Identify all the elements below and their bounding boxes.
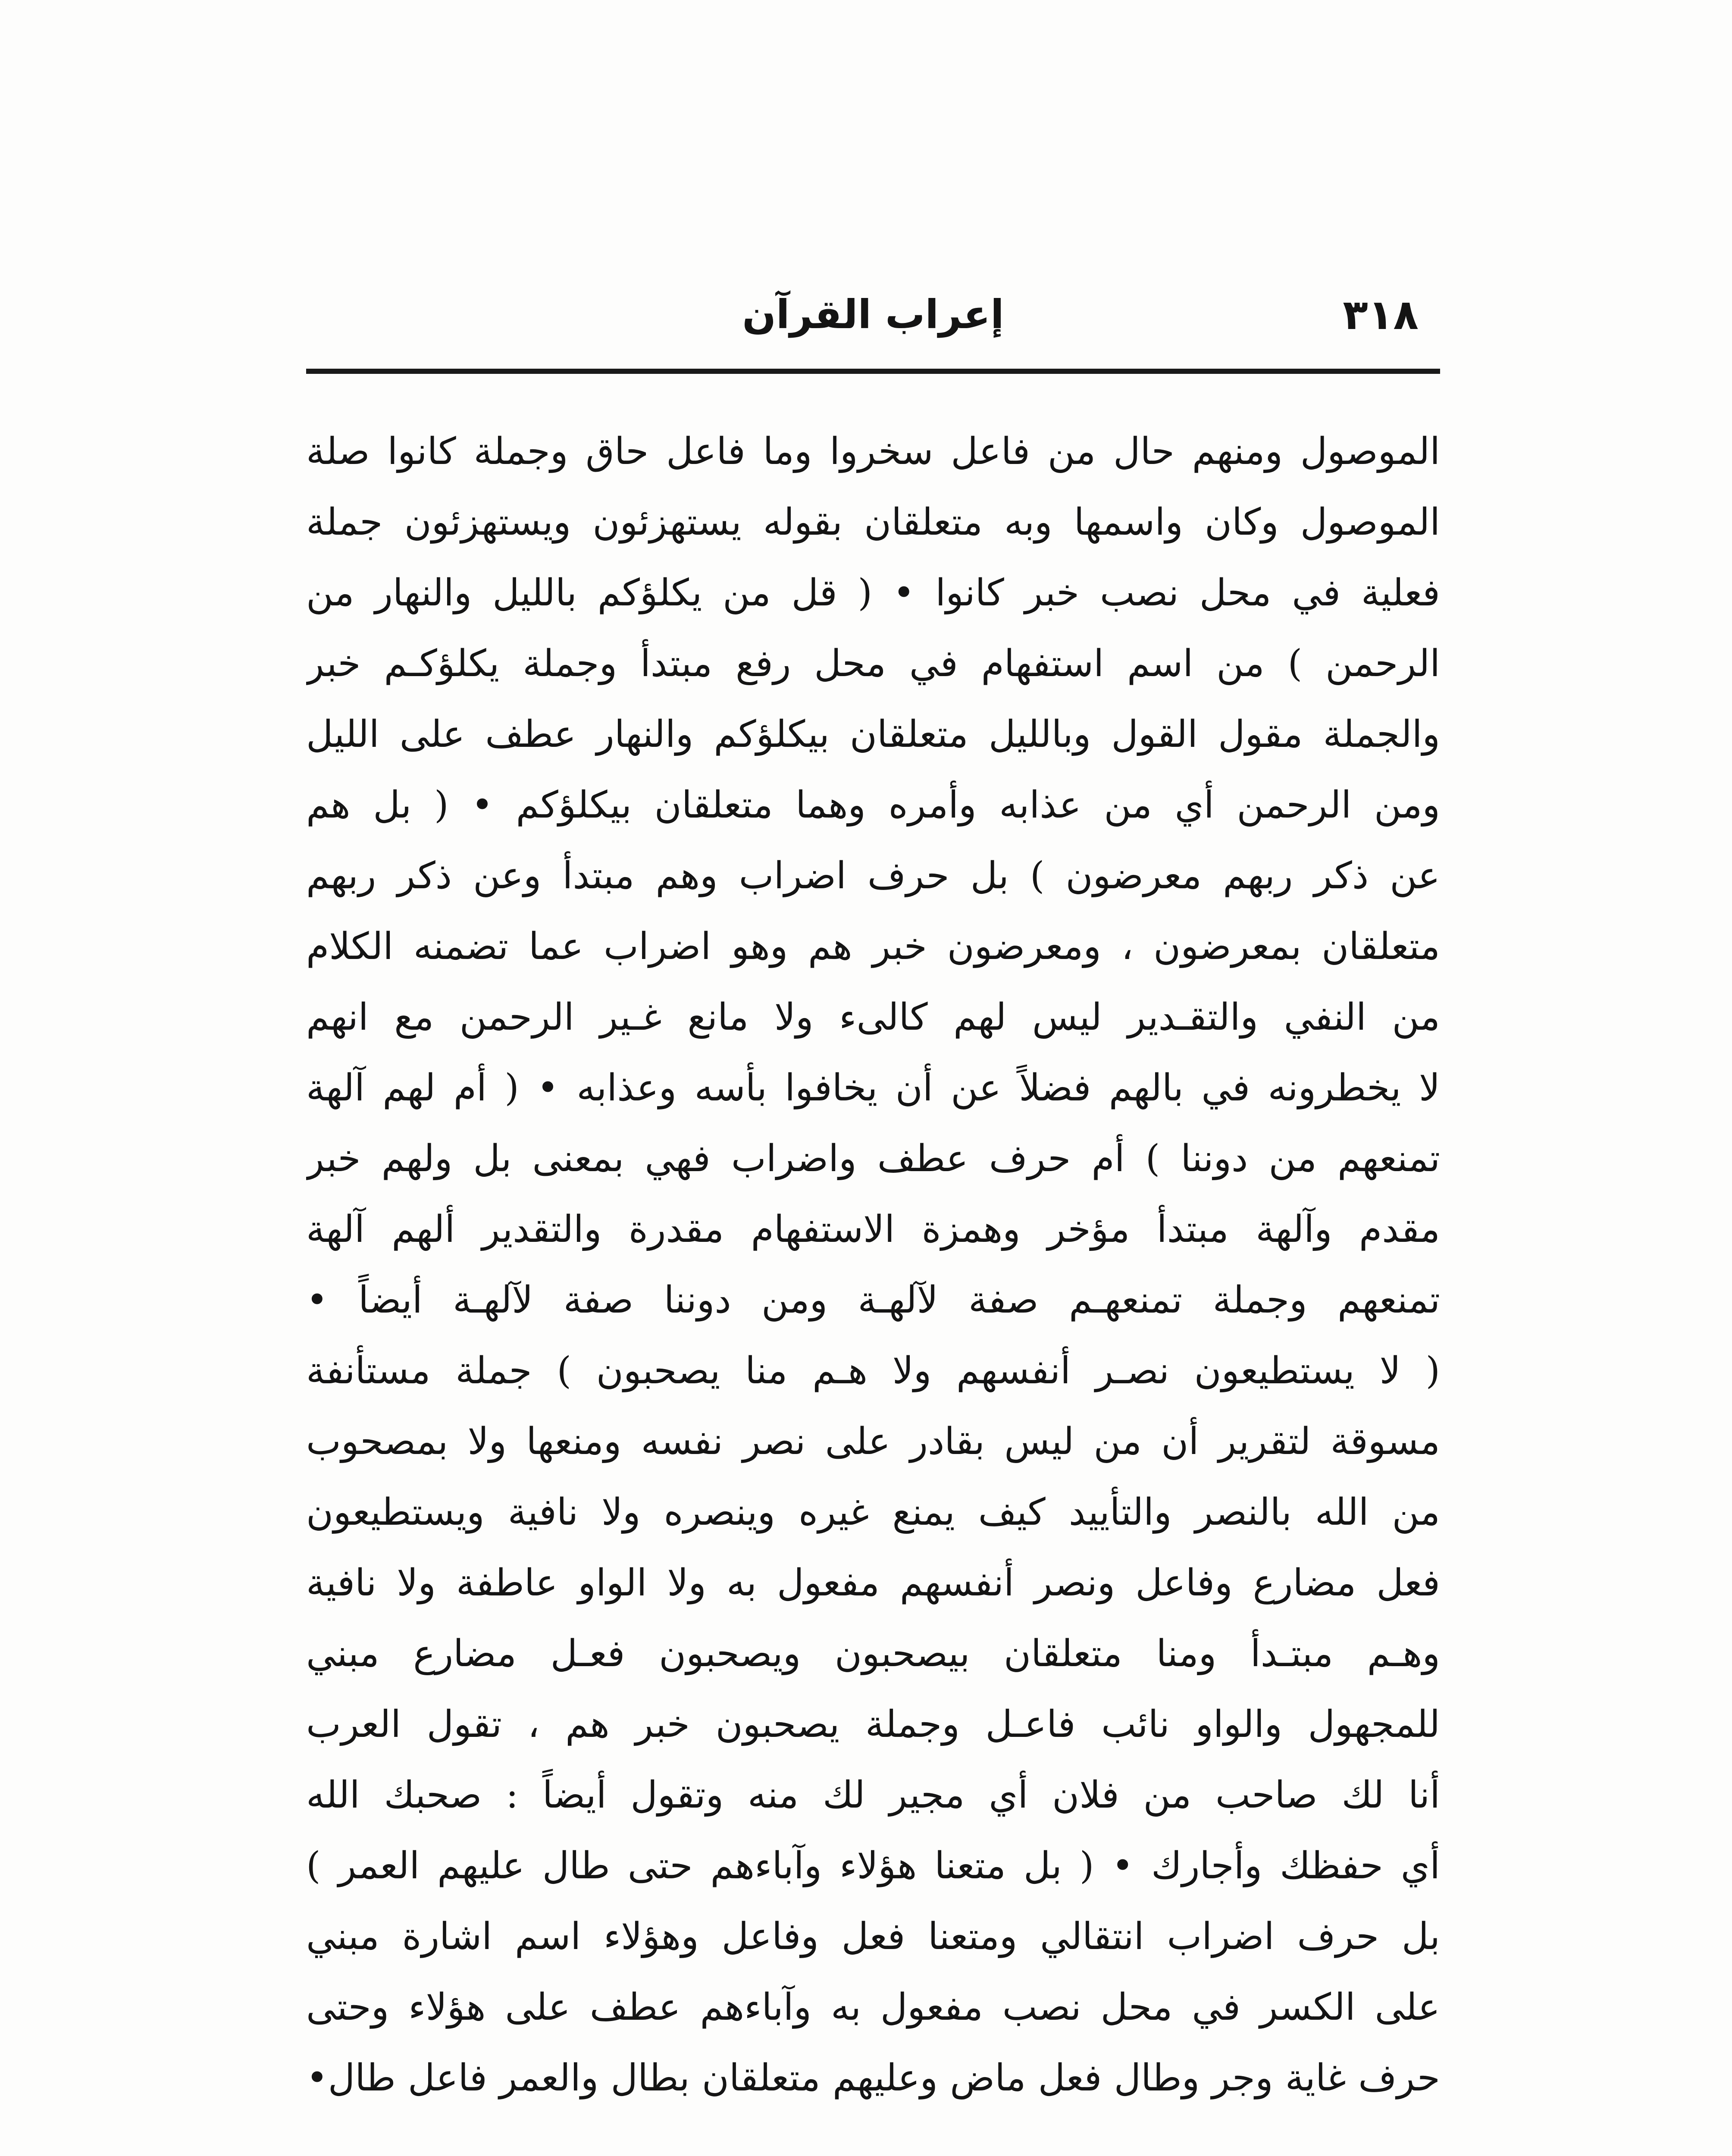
text-line: على الكسر في محل نصب مفعول به وآباءهم عطف على هؤلاء وحتى [306, 1986, 1440, 2029]
text-line: الرحمن ) من اسم استفهام في محل رفع مبتدأ وجملة يكلؤكـم خبر [306, 642, 1440, 685]
header-rule [306, 369, 1440, 374]
text-line: من الله بالنصر والتأييد كيف يمنع غيره وينصره ولا نافية ويستطيعون [306, 1491, 1440, 1534]
text-line: أي حفظك وأجارك • ( بل متعنا هؤلاء وآباءهم حتى طال عليهم العمر ) [306, 1844, 1440, 1887]
text-line: عن ذكر ربهم معرضون ) بل حرف اضراب وهم مبتدأ وعن ذكر ربهم [306, 854, 1440, 897]
text-line: تمنعهم من دوننا ) أم حرف عطف واضراب فهي بمعنى بل ولهم خبر [306, 1137, 1440, 1180]
text-line: الموصول وكان واسمها وبه متعلقان بقوله يستهزئون ويستهزئون جملة [306, 501, 1440, 544]
text-line: فعلية في محل نصب خبر كانوا • ( قل من يكلؤكم بالليل والنهار من [306, 571, 1440, 614]
body-text [306, 416, 1440, 2156]
text-line: للمجهول والواو نائب فاعـل وجملة يصحبون خبر هم ، تقول العرب [306, 1703, 1440, 1746]
text-line: تمنعهم وجملة تمنعهـم صفة لآلهـة ومن دوننا صفة لآلهـة أيضاً • [306, 1279, 1440, 1322]
text-line: من النفي والتقـدير ليس لهم كالىء ولا مانع غـير الرحمن مع انهم [306, 996, 1440, 1039]
text-line: مسوقة لتقرير أن من ليس بقادر على نصر نفسه ومنعها ولا بمصحوب [306, 1420, 1440, 1463]
text-line: حرف غاية وجر وطال فعل ماض وعليهم متعلقان بطال والعمر فاعل طال• [306, 2056, 1440, 2100]
text-line: مقدم وآلهة مبتدأ مؤخر وهمزة الاستفهام مقدرة والتقدير ألهم آلهة [306, 1208, 1440, 1251]
text-line: وهـم مبتـدأ ومنا متعلقان بيصحبون ويصحبون فعـل مضارع مبني [306, 1632, 1440, 1675]
text-line: فعل مضارع وفاعل ونصر أنفسهم مفعول به ولا الواو عاطفة ولا نافية [306, 1561, 1440, 1604]
text-line: ( لا يستطيعون نصـر أنفسهم ولا هـم منا يصحبون ) جملة مستأنفة [306, 1349, 1440, 1392]
text-line: أنا لك صاحب من فلان أي مجير لك منه وتقول أيضاً : صحبك الله [306, 1774, 1440, 1817]
page-number: ٣١٨ [1343, 291, 1419, 339]
text-line: الموصول ومنهم حال من فاعل سخروا وما فاعل حاق وجملة كانوا صلة [306, 430, 1440, 473]
text-line: والجملة مقول القول وبالليل متعلقان بيكلؤكم والنهار عطف على الليل [306, 713, 1440, 756]
running-title: إعراب القرآن [742, 291, 1004, 338]
text-line: لا يخطرونه في بالهم فضلاً عن أن يخافوا بأسه وعذابه • ( أم لهم آلهة [306, 1066, 1440, 1109]
text-line: بل حرف اضراب انتقالي ومتعنا فعل وفاعل وهؤلاء اسم اشارة مبني [306, 1915, 1440, 1958]
text-line: ومن الرحمن أي من عذابه وأمره وهما متعلقان بيكلؤكم • ( بل هم [306, 783, 1440, 827]
page-header [310, 280, 1436, 349]
text-line: متعلقان بمعرضون ، ومعرضون خبر هم وهو اضراب عما تضمنه الكلام [306, 925, 1440, 968]
